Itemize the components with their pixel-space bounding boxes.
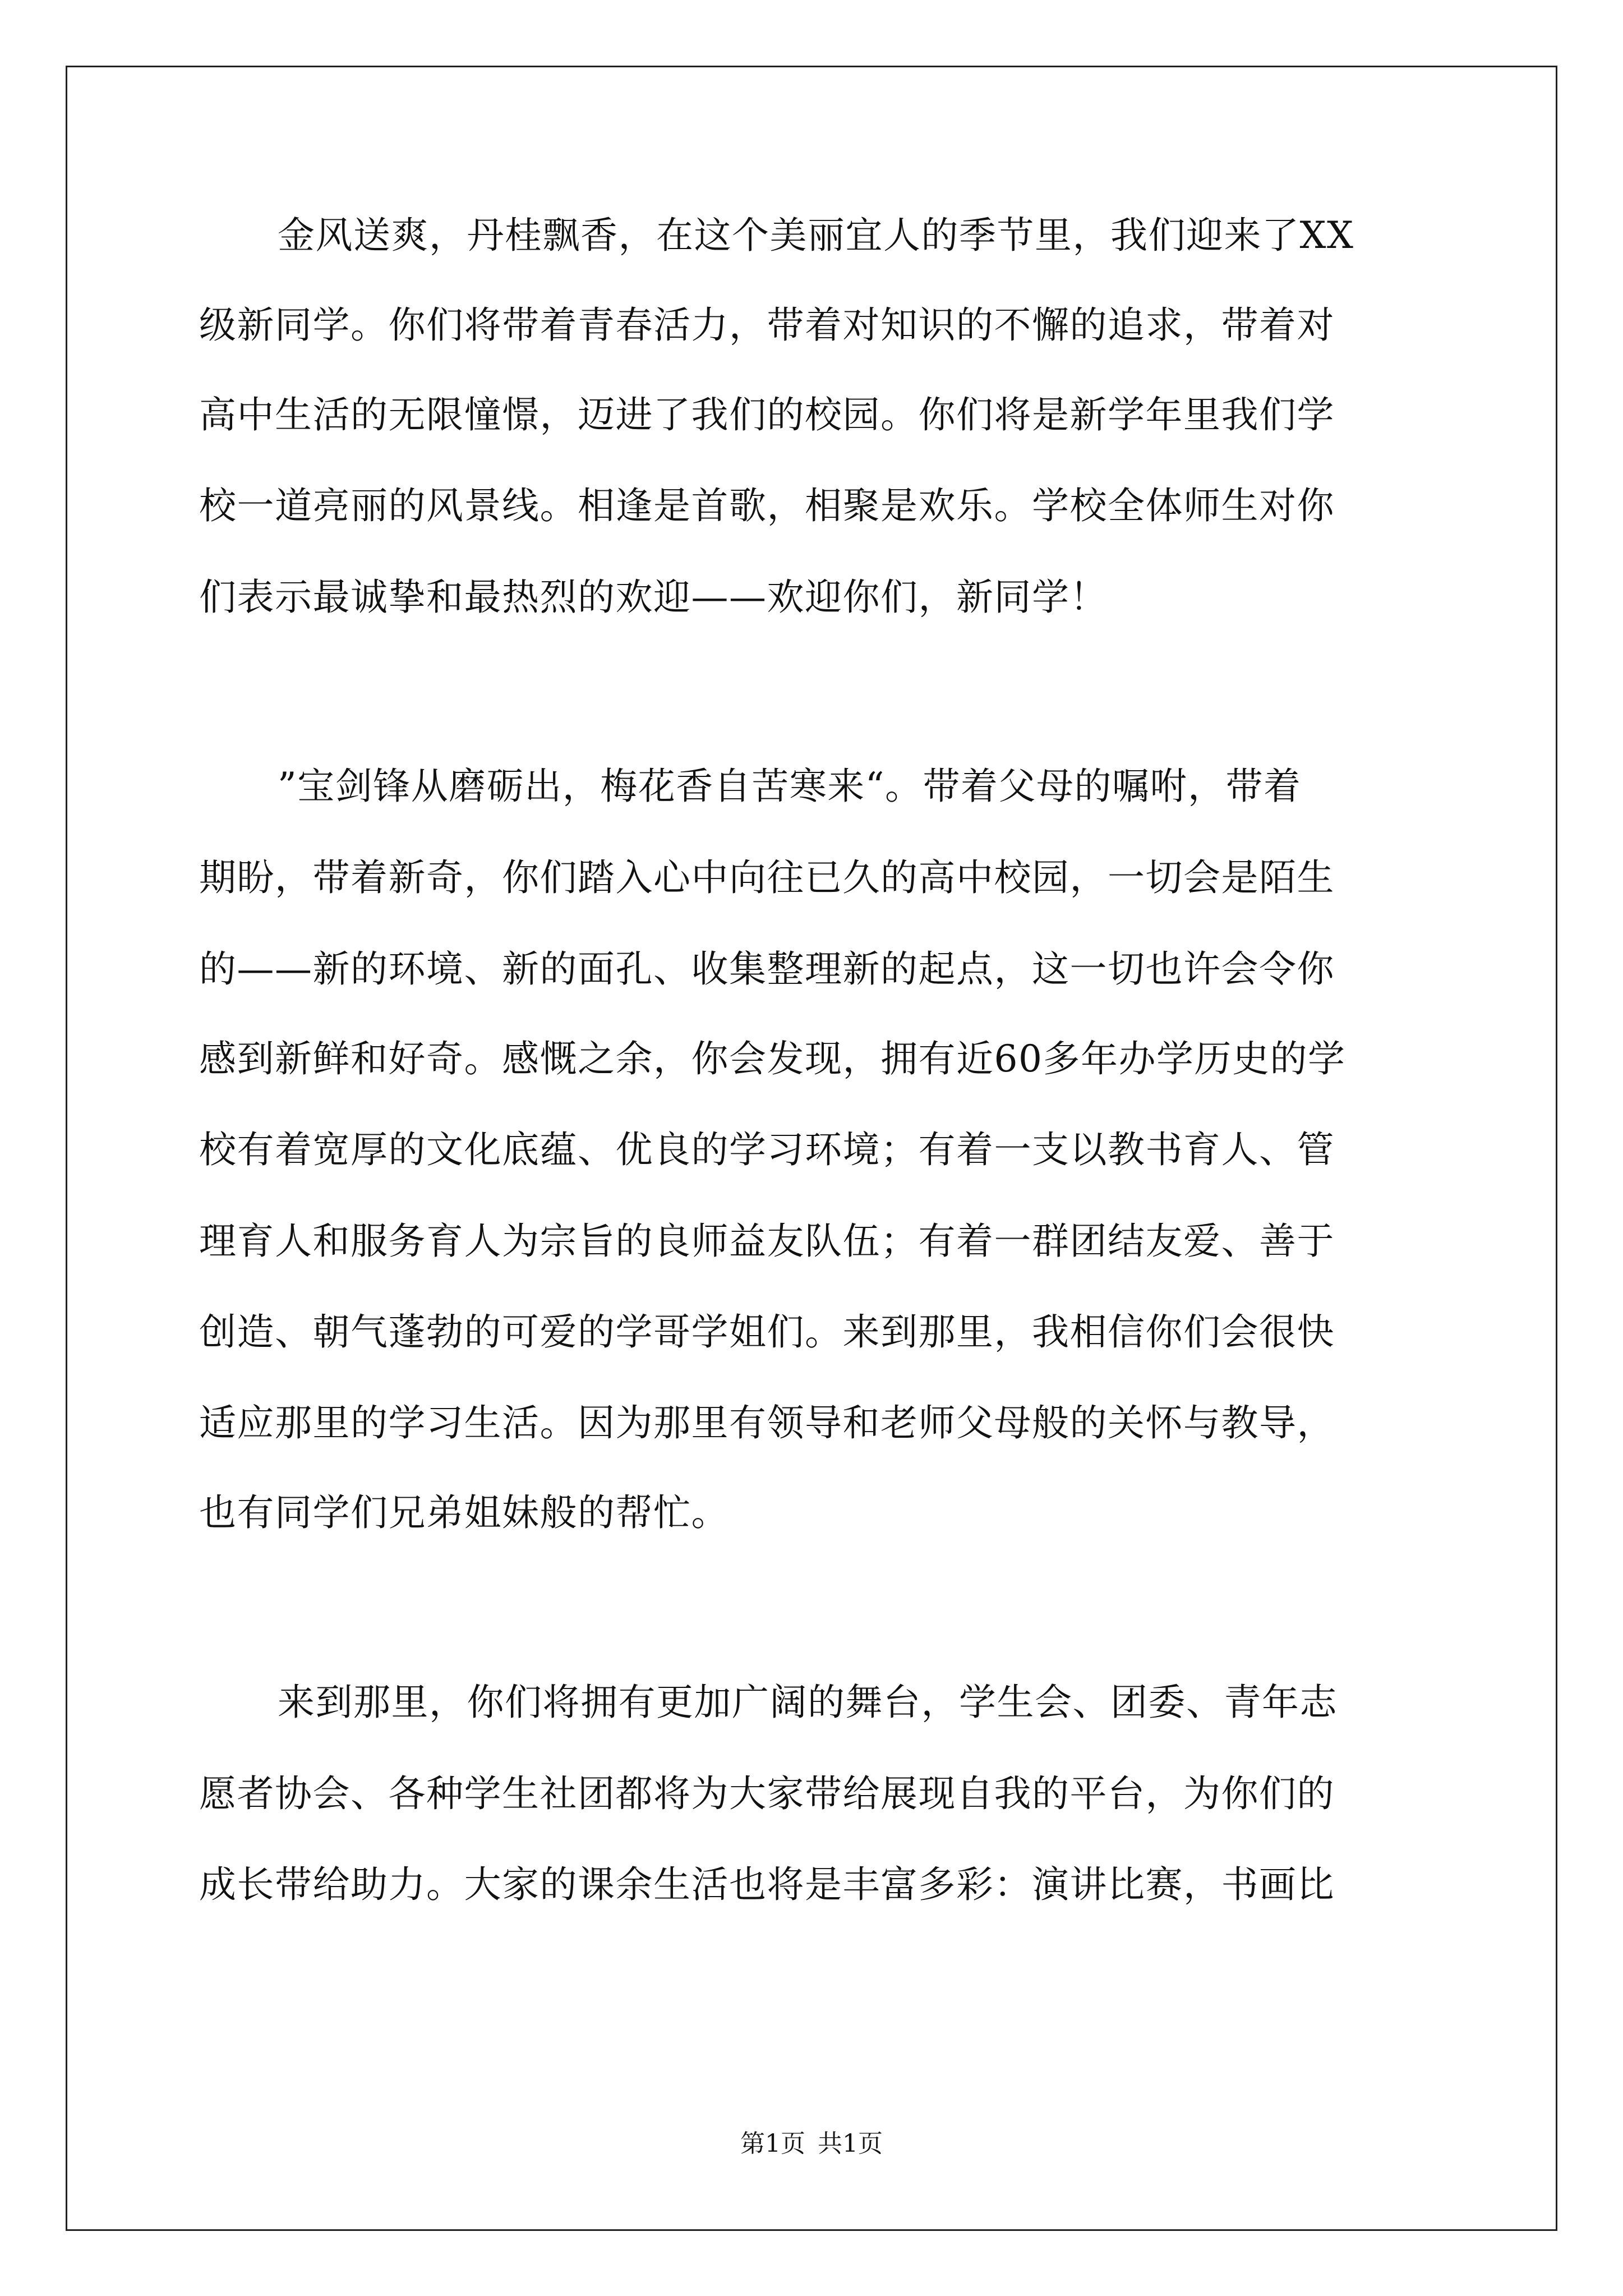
paragraph-2-line-3: 的——新的环境、新的面孔、收集整理新的起点，这一切也许会令你 [199, 947, 1335, 991]
paragraph-2-line-9: 也有同学们兄弟姐妹般的帮忙。 [199, 1491, 729, 1534]
paragraph-2-line-7: 创造、朝气蓬勃的可爱的学哥学姐们。来到那里，我相信你们会很快 [199, 1310, 1335, 1354]
paragraph-2-line-1: ”宝剑锋从磨砺出，梅花香自苦寒来“。带着父母的嘱咐，带着 [278, 765, 1302, 808]
paragraph-1-line-1: 金风送爽，丹桂飘香，在这个美丽宜人的季节里，我们迎来了XX [278, 214, 1354, 257]
paragraph-2-line-6: 理育人和服务育人为宗旨的良师益友队伍；有着一群团结友爱、善于 [199, 1220, 1335, 1263]
paragraph-1-line-5: 们表示最诚挚和最热烈的欢迎——欢迎你们，新同学！ [199, 576, 1108, 619]
paragraph-1-line-3: 高中生活的无限憧憬，迈进了我们的校园。你们将是新学年里我们学 [199, 393, 1335, 436]
page-number: 第1页 [740, 2129, 805, 2158]
page-total: 共1页 [818, 2129, 883, 2158]
page-footer [0, 2127, 1623, 2161]
paragraph-3-line-3: 成长带给助力。大家的课余生活也将是丰富多彩：演讲比赛，书画比 [199, 1863, 1335, 1906]
paragraph-3-line-1: 来到那里，你们将拥有更加广阔的舞台，学生会、团委、青年志 [278, 1681, 1338, 1724]
paragraph-2-line-5: 校有着宽厚的文化底蕴、优良的学习环境；有着一支以教书育人、管 [199, 1128, 1335, 1171]
paragraph-2-line-4: 感到新鲜和好奇。感慨之余，你会发现，拥有近60多年办学历史的学 [199, 1037, 1346, 1080]
paragraph-1-line-2: 级新同学。你们将带着青春活力，带着对知识的不懈的追求，带着对 [199, 303, 1335, 347]
paragraph-2-line-2: 期盼，带着新奇，你们踏入心中向往已久的高中校园，一切会是陌生 [199, 856, 1335, 899]
paragraph-1-line-4: 校一道亮丽的风景线。相逢是首歌，相聚是欢乐。学校全体师生对你 [199, 484, 1335, 527]
paragraph-2-line-8: 适应那里的学习生活。因为那里有领导和老师父母般的关怀与教导， [199, 1401, 1335, 1444]
paragraph-3-line-2: 愿者协会、各种学生社团都将为大家带给展现自我的平台，为你们的 [199, 1772, 1335, 1815]
